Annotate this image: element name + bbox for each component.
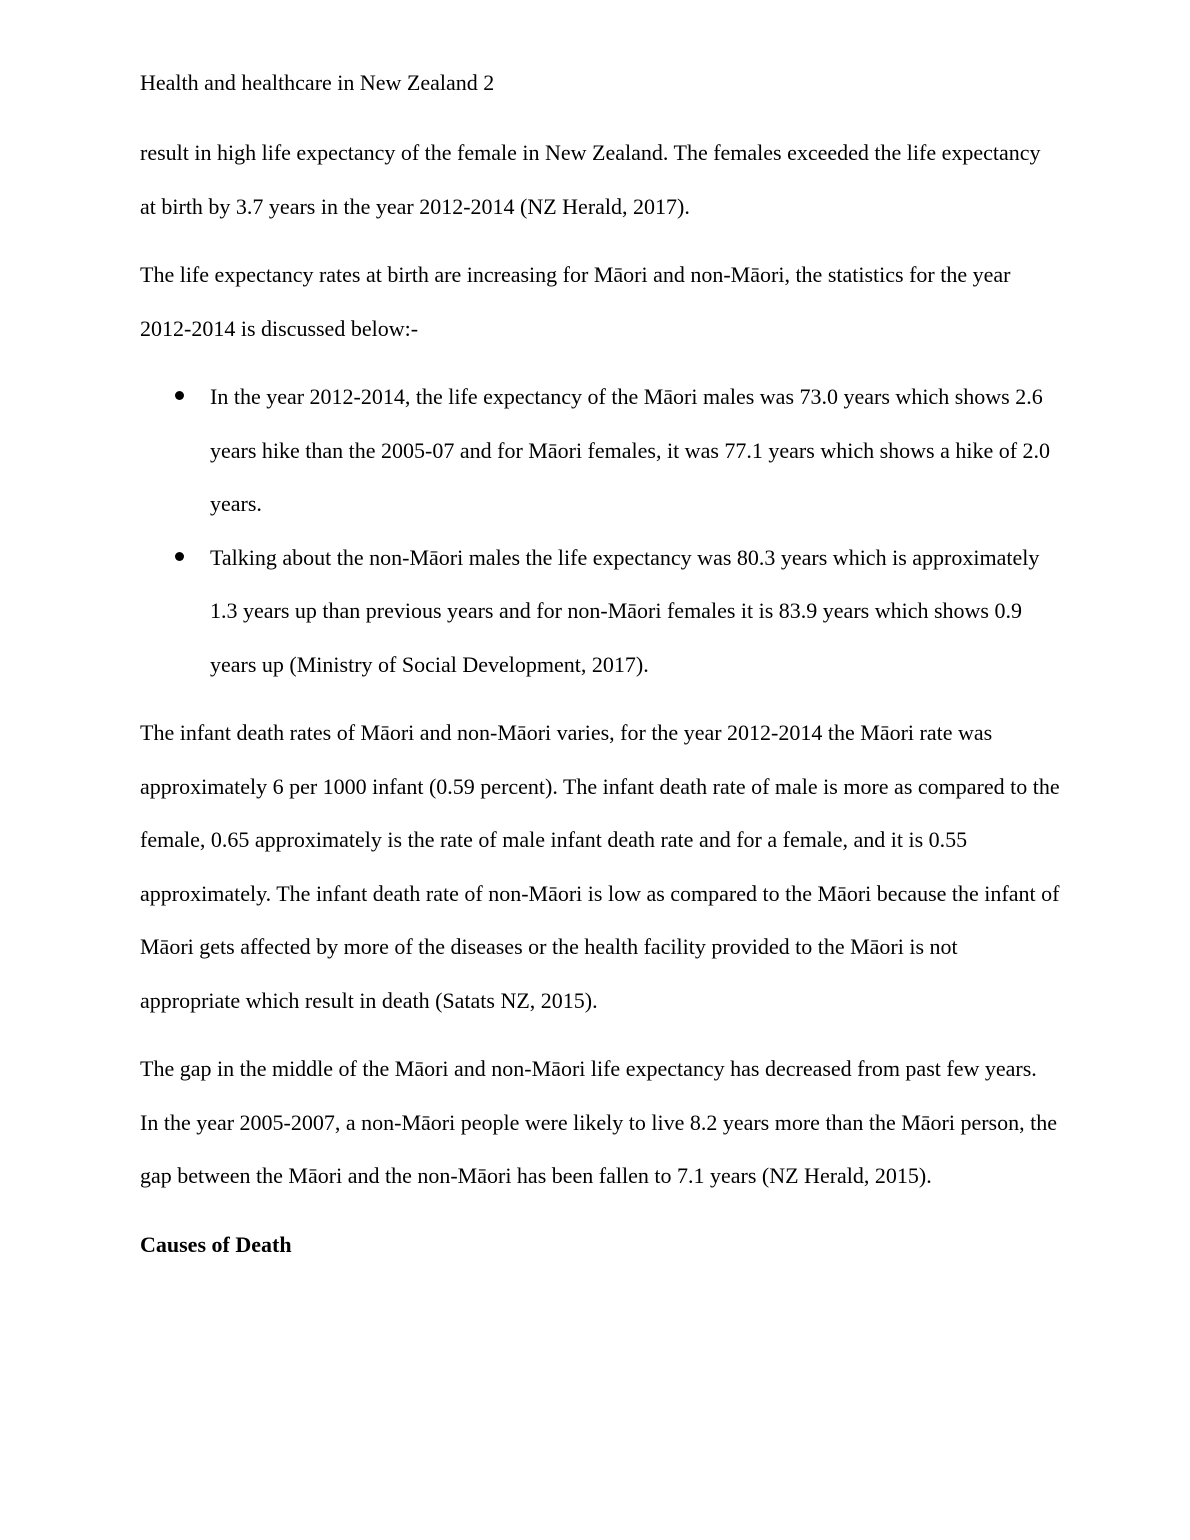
paragraph-infant-death-rates: The infant death rates of Māori and non-Māori varies, for the year 2012-2014 the Māori rate was approximately 6 per 1000 infant (0.59 percent). The infant death rate of male is more as compared to the female, 0.65 approximately is the rate of male infant death rate and for a female, and it is 0.55 approximately. The infant death rate of non-Māori is low as compared to the Māori because the infant of Māori gets affected by more of the diseases or the health facility provided to the Māori is not appropriate which result in death (Satats NZ, 2015). bbox=[140, 720, 1060, 1013]
bullet-text: In the year 2012-2014, the life expectancy of the Māori males was 73.0 years which shows 2.6 years hike than the 2005-07 and for Māori females, it was 77.1 years which shows a hike of 2.0 years. bbox=[210, 384, 1051, 516]
bullet-item-non-maori bbox=[140, 531, 1060, 692]
section-heading-causes-of-death: Causes of Death bbox=[140, 1231, 292, 1257]
running-header: Health and healthcare in New Zealand 2 bbox=[140, 70, 495, 95]
bullet-icon bbox=[175, 552, 184, 561]
document-body bbox=[140, 126, 1060, 1271]
statistics-bullet-list bbox=[140, 370, 1060, 691]
paragraph-life-expectancy-intro: The life expectancy rates at birth are increasing for Māori and non-Māori, the statistics for the year 2012-2014 is discussed below:- bbox=[140, 262, 1011, 341]
bullet-item-maori bbox=[140, 370, 1060, 531]
paragraph-life-expectancy-female: result in high life expectancy of the female in New Zealand. The females exceeded the life expectancy at birth by 3.7 years in the year 2012-2014 (NZ Herald, 2017). bbox=[140, 140, 1041, 219]
paragraph-life-expectancy-gap: The gap in the middle of the Māori and non-Māori life expectancy has decreased from past few years. In the year 2005-2007, a non-Māori people were likely to live 8.2 years more than the Māori person, the gap between the Māori and the non-Māori has been fallen to 7.1 years (NZ Herald, 2015). bbox=[140, 1056, 1057, 1188]
bullet-text: Talking about the non-Māori males the life expectancy was 80.3 years which is approximately 1.3 years up than previous years and for non-Māori females it is 83.9 years which shows 0.9 years up (Ministry of Social Development, 2017). bbox=[210, 544, 1040, 677]
bullet-icon bbox=[175, 391, 184, 400]
